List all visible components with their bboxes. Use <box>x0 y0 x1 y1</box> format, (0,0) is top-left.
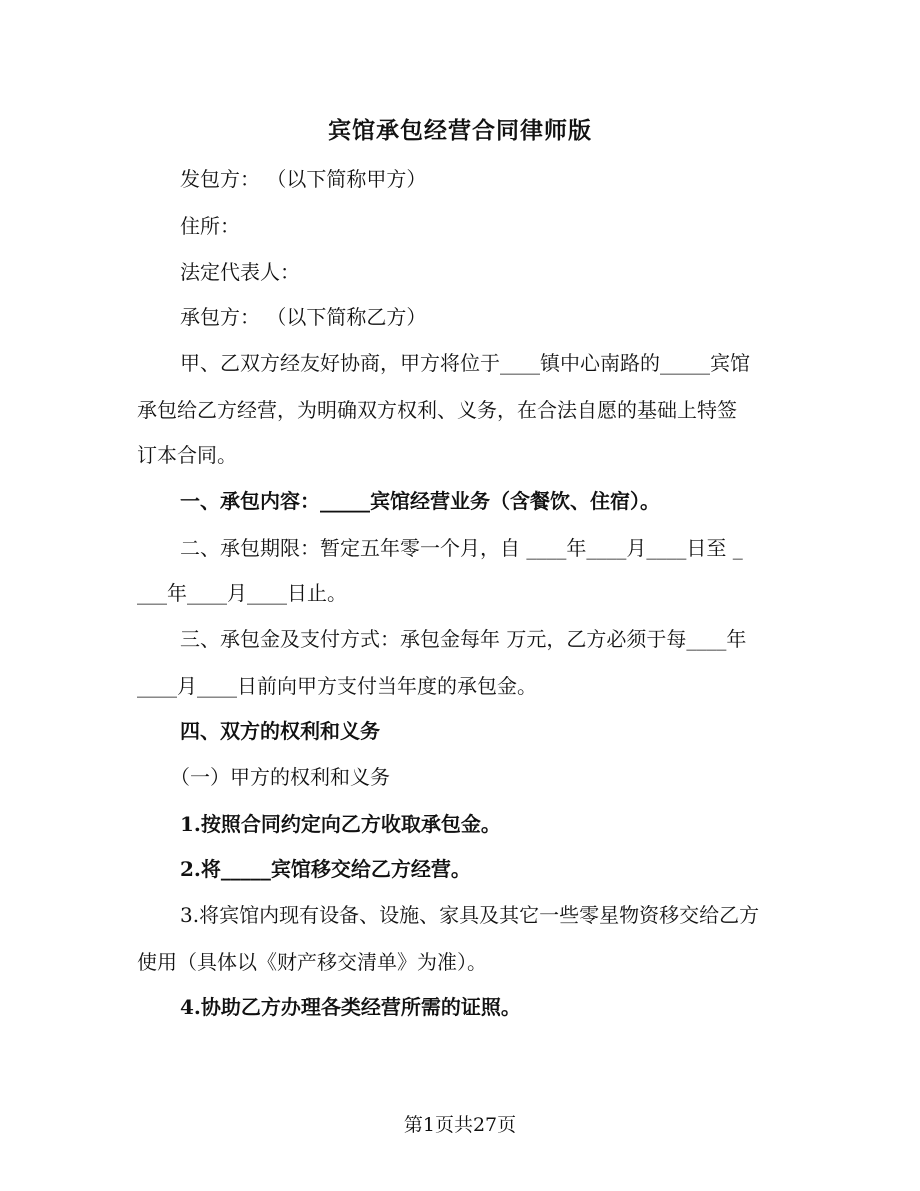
clause-2-term-line-1: 二、承包期限：暂定五年零一个月，自 ____年____月____日至 _ <box>180 536 743 560</box>
address-line: 住所： <box>180 214 240 238</box>
clause-2-term-line-2: ___年____月____日止。 <box>137 581 347 605</box>
item-3-line-2: 使用（具体以《财产移交清单》为准）。 <box>137 950 487 974</box>
clause-3-payment-line-2: ____月____日前向甲方支付当年度的承包金。 <box>137 674 537 698</box>
item-3-line-1: 3.将宾馆内现有设备、设施、家具及其它一些零星物资移交给乙方 <box>180 903 760 927</box>
legal-rep-line: 法定代表人： <box>180 260 300 284</box>
intro-paragraph-line-3: 订本合同。 <box>137 443 237 467</box>
intro-paragraph-line-2: 承包给乙方经营，为明确双方权利、义务，在合法自愿的基础上特签 <box>137 398 737 422</box>
intro-paragraph-line-1: 甲、乙双方经友好协商，甲方将位于____镇中心南路的_____宾馆 <box>180 351 750 375</box>
party-b-line: 承包方： （以下简称乙方） <box>180 305 427 329</box>
item-2: 2.将_____宾馆移交给乙方经营。 <box>180 857 471 881</box>
subclause-party-a-heading: （一）甲方的权利和义务 <box>170 765 390 789</box>
clause-1-content: 一、承包内容：_____宾馆经营业务（含餐饮、住宿）。 <box>180 489 660 513</box>
item-1: 1.按照合同约定向乙方收取承包金。 <box>180 812 501 836</box>
party-a-line: 发包方： （以下简称甲方） <box>180 167 427 191</box>
clause-4-heading: 四、双方的权利和义务 <box>180 719 380 743</box>
clause-3-payment-line-1: 三、承包金及支付方式：承包金每年 万元，乙方必须于每____年 <box>180 627 747 651</box>
page-number: 第1页共27页 <box>403 1114 517 1136</box>
item-4: 4.协助乙方办理各类经营所需的证照。 <box>180 995 521 1019</box>
document-title: 宾馆承包经营合同律师版 <box>328 117 592 144</box>
